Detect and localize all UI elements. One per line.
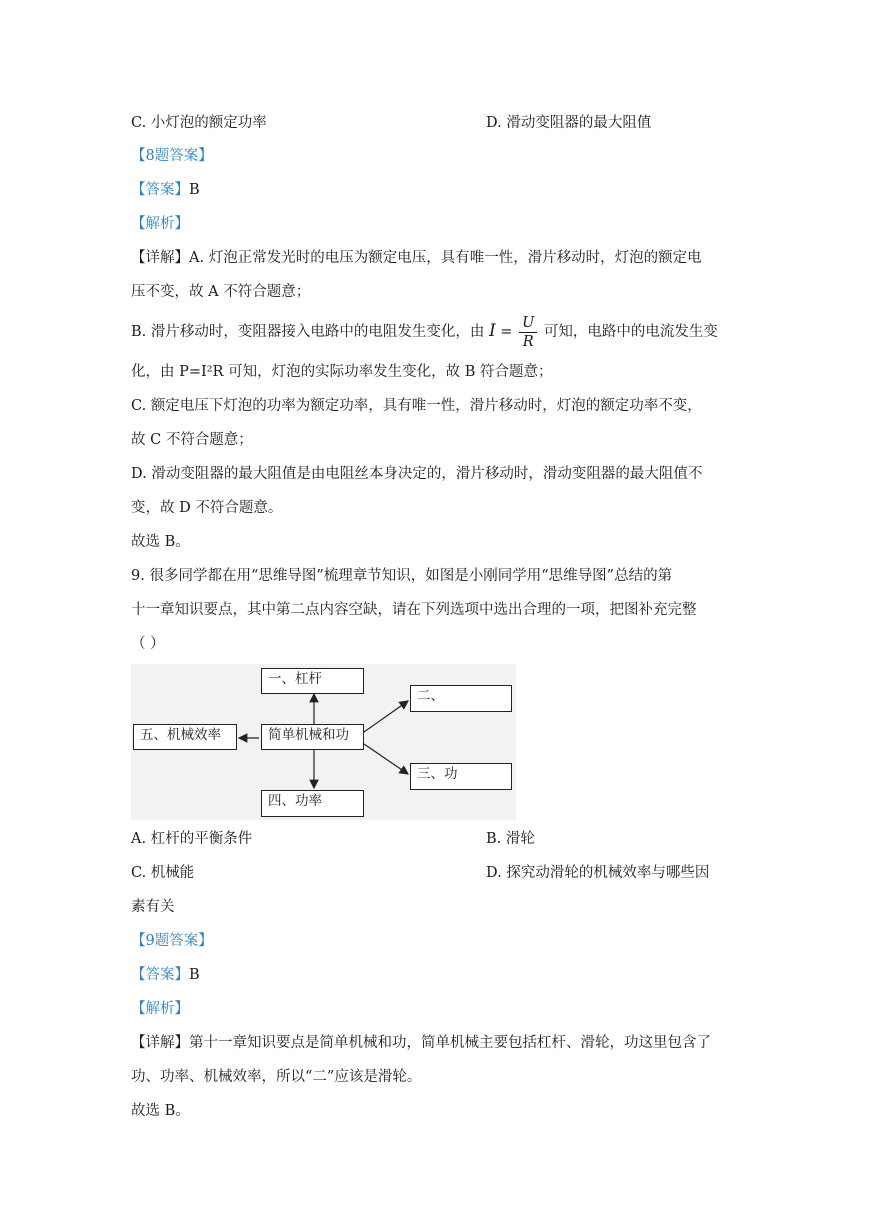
q9-detail-line1: 【详解】第十一章知识要点是简单机械和功，简单机械主要包括杠杆、滑轮，功这里包含了 bbox=[131, 1035, 711, 1051]
mind-map-node-4: 四、功率 bbox=[261, 790, 364, 817]
q8-detail-d-line1: D. 滑动变阻器的最大阻值是由电阻丝本身决定的，滑片移动时，滑动变阻器的最大阻值不 bbox=[131, 466, 703, 482]
arrow-to-node3 bbox=[364, 744, 408, 774]
q9-stem-line2: 十一章知识要点，其中第二点内容空缺，请在下列选项中选出合理的一项，把图补充完整 bbox=[131, 602, 697, 618]
mind-map-node-5: 五、机械效率 bbox=[133, 724, 237, 750]
q9-answer-line bbox=[131, 965, 200, 985]
q9-stem-line3: （ ） bbox=[131, 636, 165, 652]
q8-detail-a-line1: 【详解】A. 灯泡正常发光时的电压为额定电压，具有唯一性，滑片移动时，灯泡的额定电 bbox=[131, 250, 702, 266]
q8-option-d: D. 滑动变阻器的最大阻值 bbox=[486, 115, 652, 131]
q9-option-b: B. 滑轮 bbox=[486, 831, 535, 847]
q8-detail-label: 【详解】 bbox=[131, 250, 189, 266]
mind-map-node-2: 二、 bbox=[410, 685, 512, 712]
q8-option-c: C. 小灯泡的额定功率 bbox=[131, 115, 267, 131]
q8-answer-header: 【8题答案】 bbox=[131, 148, 213, 164]
q8-detail-c-line1: C. 额定电压下灯泡的功率为额定功率，具有唯一性，滑片移动时，灯泡的额定功率不变， bbox=[131, 398, 702, 414]
q8-analysis-label: 【解析】 bbox=[131, 216, 189, 232]
q8-detail-a-line2: 压不变，故 A 不符合题意； bbox=[131, 284, 311, 300]
q8-detail-c-line2: 故 C 不符合题意； bbox=[131, 432, 253, 448]
q8-detail-b-line1: B. 滑片移动时，变阻器接入电路中的电阻发生变化，由 I = $\frac{U}{R}$ 可知，电路中的电流发生变 bbox=[131, 314, 718, 350]
q9-answer-value: B bbox=[189, 967, 200, 983]
mind-map-diagram bbox=[131, 664, 516, 820]
q9-option-a: A. 杠杆的平衡条件 bbox=[131, 831, 253, 847]
q8-answer-value: B bbox=[189, 182, 200, 198]
q8-conclusion: 故选 B。 bbox=[131, 534, 190, 550]
q9-option-c: C. 机械能 bbox=[131, 865, 195, 881]
mind-map-node-1: 一、杠杆 bbox=[261, 668, 364, 694]
q9-answer-label: 【答案】 bbox=[131, 967, 189, 983]
mind-map-node-3: 三、功 bbox=[410, 763, 512, 790]
q9-option-d: D. 探究动滑轮的机械效率与哪些因 bbox=[486, 865, 710, 881]
q9-detail-line2: 功、功率、机械效率，所以“二”应该是滑轮。 bbox=[131, 1069, 422, 1085]
arrow-to-node2 bbox=[364, 701, 408, 732]
q9-detail-label: 【详解】 bbox=[131, 1035, 189, 1051]
q8-detail-d-line2: 变，故 D 不符合题意。 bbox=[131, 500, 283, 516]
q9-answer-header: 【9题答案】 bbox=[131, 933, 213, 949]
q9-stem-line1: 9. 很多同学都在用“思维导图”梳理章节知识，如图是小刚同学用“思维导图”总结的第 bbox=[131, 568, 673, 584]
formula-fraction: $\frac{U}{R}$ bbox=[519, 314, 537, 351]
mind-map-center-node: 简单机械和功 bbox=[261, 724, 364, 750]
ohms-law-formula: I = $\frac{U}{R}$ bbox=[489, 324, 544, 340]
q8-answer-line bbox=[131, 180, 200, 200]
q9-conclusion: 故选 B。 bbox=[131, 1103, 190, 1119]
q8-answer-label: 【答案】 bbox=[131, 182, 189, 198]
q9-analysis-label: 【解析】 bbox=[131, 1001, 189, 1017]
q8-detail-b-line2: 化，由 P=I²R 可知，灯泡的实际功率发生变化，故 B 符合题意； bbox=[131, 364, 553, 380]
q9-option-d-wrap: 素有关 bbox=[131, 899, 175, 915]
